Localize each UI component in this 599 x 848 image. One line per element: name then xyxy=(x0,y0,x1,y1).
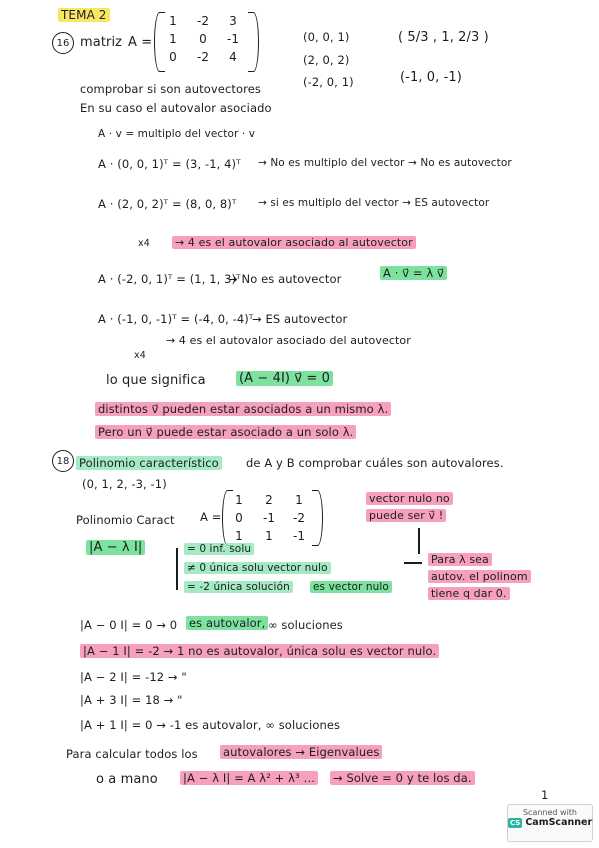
check-1-rhs: → No es multiplo del vector → No es autovector xyxy=(258,157,512,169)
result-4: |A + 3 I| = 18 → " xyxy=(80,693,183,707)
side-note-connector xyxy=(404,562,422,564)
matrix-a-16 xyxy=(158,14,248,64)
x4-label-b: x4 xyxy=(134,350,146,361)
camscanner-brand: CamScanner xyxy=(525,817,593,828)
tema-title: TEMA 2 xyxy=(58,8,110,22)
pink-note-1: distintos v⃗ pueden estar asociados a un mismo λ. xyxy=(95,402,391,416)
matrix-cell: 1 xyxy=(295,493,303,507)
instruction-line-2: En su caso el autovalor asociado xyxy=(80,101,272,115)
hand-line-b: |A − λ I| = A λ² + λ³ … xyxy=(180,771,318,785)
det-expression: |A − λ I| xyxy=(86,540,145,555)
rule-line: A · v = multiplo del vector · v xyxy=(98,128,256,140)
null-note-line-2: puede ser v⃗ ! xyxy=(366,509,446,522)
hand-line-c: → Solve = 0 y te los da. xyxy=(330,771,475,785)
matrix-cell: 1 xyxy=(169,14,177,28)
meaning-text: lo que significa xyxy=(106,373,206,388)
exercise-18-title-highlight: Polinomio característico xyxy=(76,456,222,470)
matrix-cell: 0 xyxy=(235,511,243,525)
vector-1: (0, 0, 1) xyxy=(303,30,350,44)
matrix-a-right-paren xyxy=(248,12,259,72)
result-1-c: ∞ soluciones xyxy=(268,618,343,632)
matrix-a-label: A = xyxy=(128,35,153,50)
matrix-cell: 2 xyxy=(265,493,273,507)
side-note-line-2: autov. el polinom xyxy=(428,570,531,583)
meaning-formula: (A − 4I) v⃗ = 0 xyxy=(236,371,333,386)
exercise-16-number: 16 xyxy=(52,32,74,54)
matrix-cell: 0 xyxy=(169,50,177,64)
matrix-cell: -2 xyxy=(197,50,209,64)
pink-note-2: Pero un v⃗ puede estar asociado a un solo λ. xyxy=(95,425,356,439)
check-3-lhs: A · (-2, 0, 1)ᵀ = (1, 1, 3)ᵀ xyxy=(98,272,241,286)
result-1-a: |A − 0 I| = 0 → 0 xyxy=(80,618,178,632)
camscanner-icon: CS xyxy=(510,818,521,827)
side-note-line-1: Para λ sea xyxy=(428,553,492,566)
exercise-18-number: 18 xyxy=(52,450,74,472)
vector-frac: ( 5/3 , 1, 2/3 ) xyxy=(398,30,489,45)
result-2: |A − 1 I| = -2 → 1 no es autovalor, única solu es vector nulo. xyxy=(80,644,439,658)
result-1-b: es autovalor, xyxy=(186,616,268,630)
camscanner-logo xyxy=(508,817,592,828)
page-number: 1 xyxy=(541,788,549,802)
scanned-caption: Scanned with xyxy=(522,808,578,817)
vector-2: (2, 0, 2) xyxy=(303,53,350,67)
matrix-a18-right-paren xyxy=(312,490,323,546)
calc-line-b: autovalores → Eigenvalues xyxy=(220,745,382,759)
check-4-lhs: A · (-1, 0, -1)ᵀ = (-4, 0, -4)ᵀ xyxy=(98,312,254,326)
exercise-18-title-rest: de A y B comprobar cuáles son autovalores. xyxy=(246,456,504,470)
result-5: |A + 1 I| = 0 → -1 es autovalor, ∞ soluciones xyxy=(80,718,341,732)
matrix-cell: 1 xyxy=(235,529,243,543)
matrix-cell: 1 xyxy=(235,493,243,507)
matrix-a-18 xyxy=(224,493,314,543)
branch-2: ≠ 0 única solu vector nulo xyxy=(184,562,331,574)
matrix-cell: 1 xyxy=(265,529,273,543)
matrix-cell: -2 xyxy=(293,511,305,525)
matrix-cell: -1 xyxy=(263,511,275,525)
check-2-note: → 4 es el autovalor asociado al autovector xyxy=(172,236,416,249)
result-3: |A − 2 I| = -12 → " xyxy=(80,670,187,684)
matrix-a-18-label: A = xyxy=(200,510,222,524)
poly-label: Polinomio Caract xyxy=(76,513,175,527)
hand-line-a: o a mano xyxy=(96,772,158,787)
matriz-label: matriz xyxy=(80,35,123,50)
check-3-rhs: → No es autovector xyxy=(228,272,342,286)
calc-line-a: Para calcular todos los xyxy=(66,747,198,761)
av-box: A · v⃗ = λ v⃗ xyxy=(380,266,447,280)
instruction-line-1: comprobar si son autovectores xyxy=(80,82,261,96)
vector-last: (-1, 0, -1) xyxy=(400,70,462,85)
vector-3: (-2, 0, 1) xyxy=(303,75,354,89)
branch-3-a: = -2 única solución xyxy=(184,581,293,593)
branch-3-b: es vector nulo xyxy=(310,581,392,593)
branch-bracket xyxy=(176,548,178,590)
check-2-rhs: → si es multiplo del vector → ES autovector xyxy=(258,197,490,209)
side-note-line-3: tiene q dar 0. xyxy=(428,587,510,600)
matrix-cell: -1 xyxy=(227,32,239,46)
check-4-note: → 4 es el autovalor asociado del autovector xyxy=(166,334,411,347)
check-1-lhs: A · (0, 0, 1)ᵀ = (3, -1, 4)ᵀ xyxy=(98,157,241,171)
matrix-cell: 0 xyxy=(199,32,207,46)
check-2-lhs: A · (2, 0, 2)ᵀ = (8, 0, 8)ᵀ xyxy=(98,197,237,211)
matrix-cell: 4 xyxy=(229,50,237,64)
matrix-cell: -1 xyxy=(293,529,305,543)
matrix-cell: 1 xyxy=(169,32,177,46)
null-note-arrow xyxy=(418,528,420,554)
candidate-values: (0, 1, 2, -3, -1) xyxy=(82,477,167,491)
branch-1: = 0 inf. solu xyxy=(184,543,254,555)
check-4-rhs: → ES autovector xyxy=(252,312,348,326)
x4-label-a: x4 xyxy=(138,238,150,249)
matrix-cell: 3 xyxy=(229,14,237,28)
null-note-line-1: vector nulo no xyxy=(366,492,453,505)
camscanner-watermark xyxy=(507,804,593,842)
matrix-cell: -2 xyxy=(197,14,209,28)
